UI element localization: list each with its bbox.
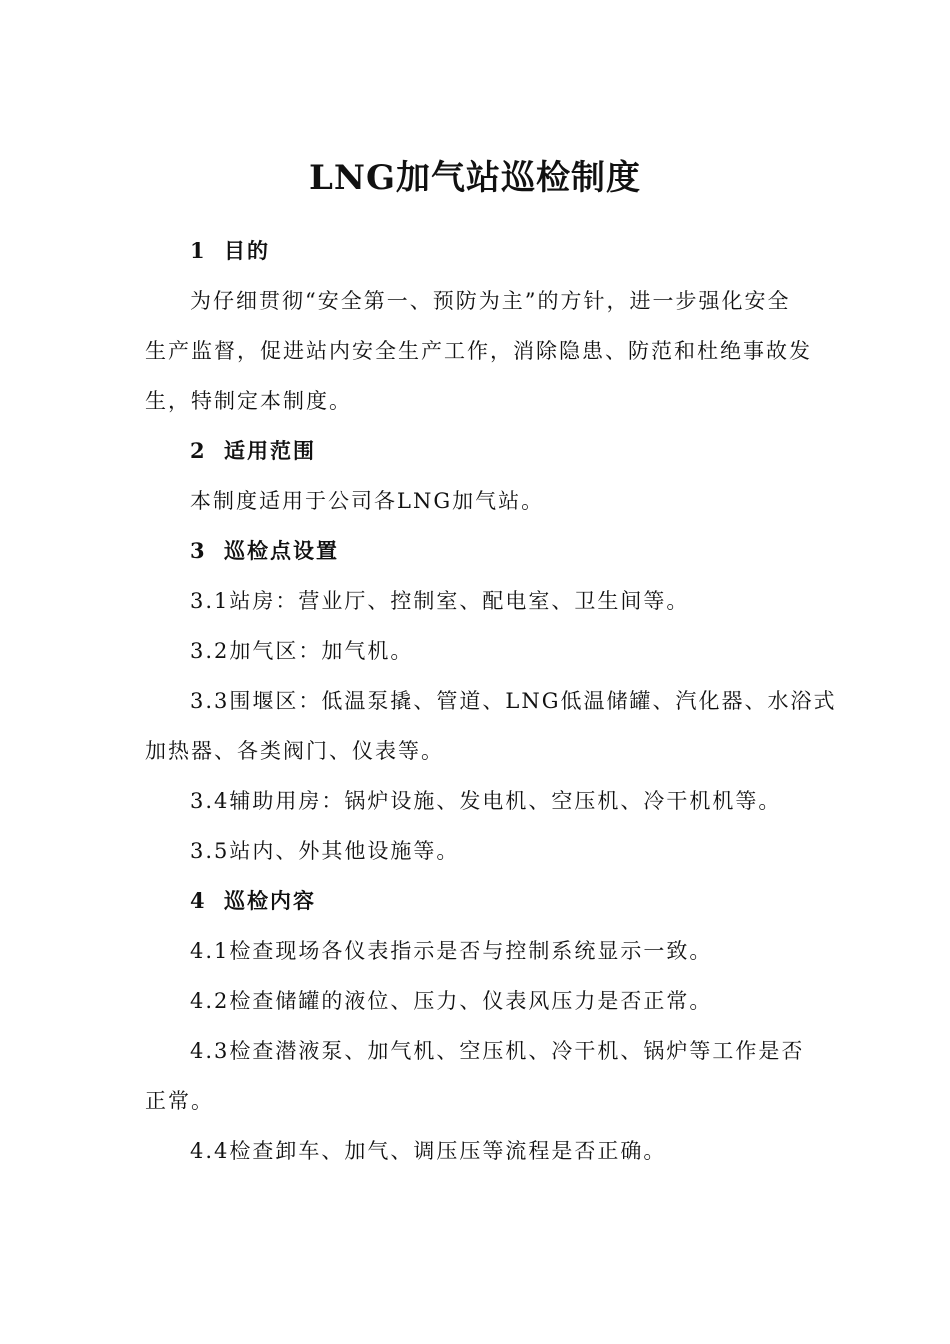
list-item: 4.3检查潜液泵、加气机、空压机、冷干机、锅炉等工作是否 <box>190 1039 805 1063</box>
section-number: 3 <box>190 538 207 563</box>
list-item: 3.3围堰区：低温泵撬、管道、LNG低温储罐、汽化器、水浴式 <box>190 689 837 713</box>
paragraph-line: 生产监督，促进站内安全生产工作，消除隐患、防范和杜绝事故发 <box>145 339 812 363</box>
section-title: 目的 <box>224 238 270 263</box>
paragraph-line: 本制度适用于公司各LNG加气站。 <box>190 489 545 513</box>
section-heading-2 <box>190 436 810 466</box>
list-item: 4.1检查现场各仪表指示是否与控制系统显示一致。 <box>190 939 713 963</box>
list-item: 4.4检查卸车、加气、调压压等流程是否正确。 <box>190 1139 667 1163</box>
list-item: 3.5站内、外其他设施等。 <box>190 839 460 863</box>
section-number: 1 <box>190 238 207 263</box>
paragraph-line: 为仔细贯彻“安全第一、预防为主”的方针，进一步强化安全 <box>190 289 791 313</box>
list-item: 4.2检查储罐的液位、压力、仪表风压力是否正常。 <box>190 989 713 1013</box>
list-item: 3.1站房：营业厅、控制室、配电室、卫生间等。 <box>190 589 690 613</box>
section-heading-4 <box>190 886 810 916</box>
section-number: 2 <box>190 438 207 463</box>
section-number: 4 <box>190 888 207 913</box>
paragraph-line: 生，特制定本制度。 <box>145 389 352 413</box>
document-title: LNG加气站巡检制度 <box>308 158 642 198</box>
list-item-continuation: 加热器、各类阀门、仪表等。 <box>145 739 444 763</box>
list-item-continuation: 正常。 <box>145 1089 214 1113</box>
section-title: 巡检内容 <box>224 888 316 913</box>
section-heading-1 <box>190 236 810 266</box>
section-title: 巡检点设置 <box>224 538 339 563</box>
list-item: 3.4辅助用房：锅炉设施、发电机、空压机、冷干机机等。 <box>190 789 782 813</box>
list-item: 3.2加气区：加气机。 <box>190 639 414 663</box>
section-heading-3 <box>190 536 810 566</box>
section-title: 适用范围 <box>224 438 316 463</box>
